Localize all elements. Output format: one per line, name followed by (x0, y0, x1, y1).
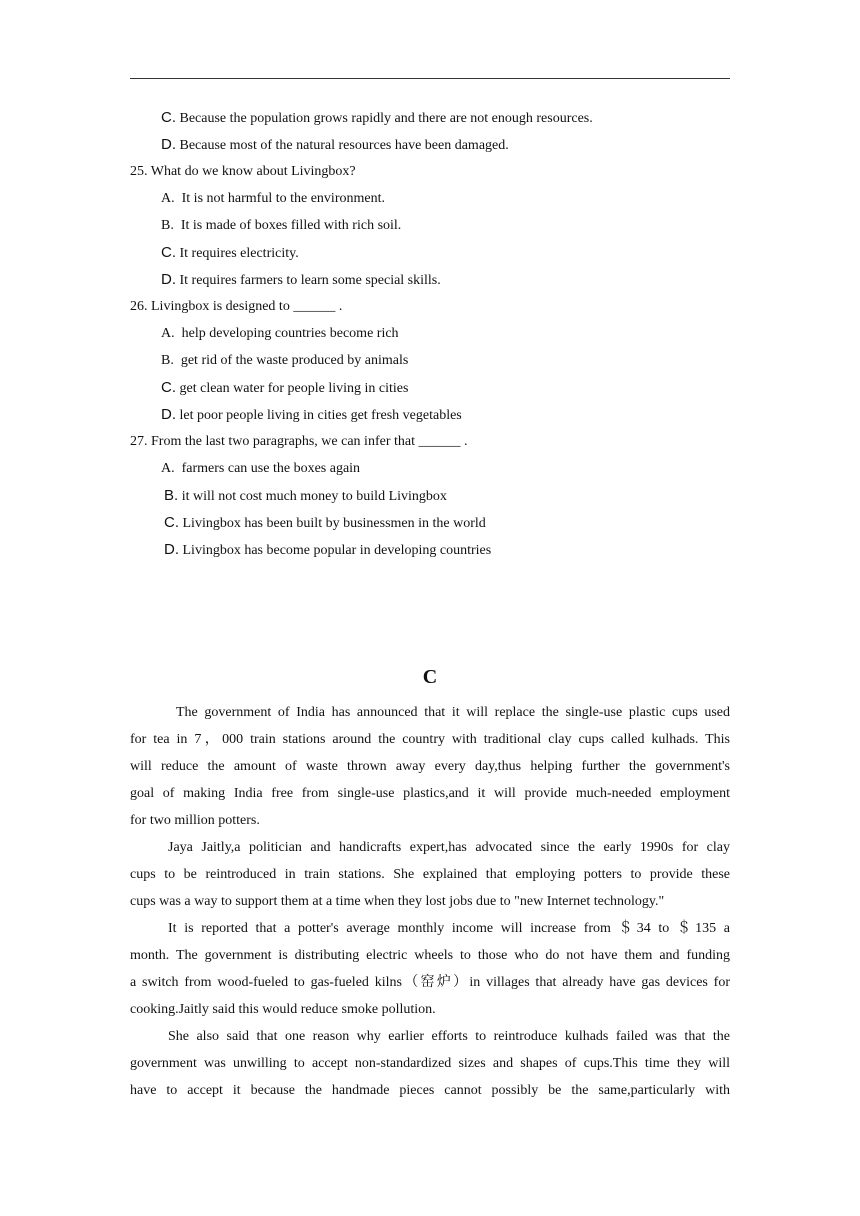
option-25-a[interactable] (161, 190, 385, 208)
paragraph-2-line: cups to be reintroduced in train stations. She explained that employing potters to provide these (130, 867, 730, 882)
paragraph-4-line: government was unwilling to accept non-standardized sizes and shapes of cups.This time they will (130, 1056, 730, 1071)
paragraph-3-line: a switch from wood-fueled to gas-fueled kilns（窑炉）in villages that already have gas devices for (130, 975, 730, 990)
paragraph-3-line: cooking.Jaitly said this would reduce smoke pollution. (130, 1002, 436, 1017)
paragraph-4-line: She also said that one reason why earlier efforts to reintroduce kulhads failed was that the (168, 1029, 730, 1044)
option-24-d[interactable] (161, 136, 509, 155)
option-letter: C. (161, 379, 176, 396)
option-letter: A. (161, 461, 175, 476)
option-text: get rid of the waste produced by animals (173, 353, 409, 368)
paragraph-1-line: for tea in 7，000 train stations around the country with traditional clay cups called kulhads. This (130, 732, 730, 747)
header-rule (130, 78, 730, 79)
option-26-b[interactable] (161, 352, 408, 370)
option-text: farmers can use the boxes again (174, 461, 361, 476)
option-text: Livingbox has become popular in developing countries (179, 543, 492, 558)
option-text: let poor people living in cities get fresh vegetables (176, 408, 462, 423)
option-25-d[interactable] (161, 271, 441, 290)
option-26-c[interactable] (161, 379, 408, 398)
paragraph-1-line: for two million potters. (130, 813, 260, 828)
option-text: get clean water for people living in cities (176, 381, 409, 396)
option-text: It requires farmers to learn some special skills. (176, 273, 441, 288)
option-26-a[interactable] (161, 325, 399, 343)
option-text: Because the population grows rapidly and there are not enough resources. (176, 111, 593, 126)
option-letter: B. (164, 487, 179, 504)
option-text: help developing countries become rich (174, 326, 399, 341)
option-text: it will not cost much money to build Livingbox (178, 489, 447, 504)
paragraph-3-line: month. The government is distributing electric wheels to those who do not have them and funding (130, 948, 730, 963)
option-letter: D. (161, 406, 176, 423)
option-27-b[interactable] (164, 487, 447, 506)
option-text: It is not harmful to the environment. (174, 191, 385, 206)
paragraph-1-line: The government of India has announced that it will replace the single-use plastic cups used (176, 705, 730, 720)
option-27-d[interactable] (164, 541, 491, 560)
option-letter: A. (161, 326, 175, 341)
paragraph-2-line: cups was a way to support them at a time when they lost jobs due to "new Internet technology." (130, 894, 665, 909)
option-letter: C. (161, 244, 176, 261)
option-letter: D. (161, 136, 176, 153)
paragraph-1-line: will reduce the amount of waste thrown away every day,thus helping further the government's (130, 759, 730, 774)
question-27: 27. From the last two paragraphs, we can infer that ______ . (130, 434, 468, 449)
option-25-b[interactable] (161, 217, 401, 235)
option-text: It is made of boxes filled with rich soil. (173, 218, 402, 233)
option-letter: D. (161, 271, 176, 288)
option-25-c[interactable] (161, 244, 299, 263)
option-letter: D. (164, 541, 179, 558)
option-27-c[interactable] (164, 514, 486, 533)
paragraph-1-line: goal of making India free from single-use plastics,and it will provide much-needed employment (130, 786, 730, 801)
question-25: 25. What do we know about Livingbox? (130, 164, 356, 179)
option-27-a[interactable] (161, 460, 360, 478)
option-text: Because most of the natural resources have been damaged. (176, 138, 509, 153)
paragraph-4-line: have to accept it because the handmade pieces cannot possibly be the same,particularly with (130, 1083, 730, 1098)
option-letter: A. (161, 191, 175, 206)
option-letter: B. (161, 218, 174, 233)
paragraph-3-line: It is reported that a potter's average monthly income will increase from ＄34 to ＄135 a (168, 921, 730, 936)
option-24-c[interactable] (161, 109, 593, 128)
option-text: It requires electricity. (176, 246, 299, 261)
option-letter: B. (161, 353, 174, 368)
question-26: 26. Livingbox is designed to ______ . (130, 299, 343, 314)
option-text: Livingbox has been built by businessmen in the world (179, 516, 486, 531)
option-letter: C. (164, 514, 179, 531)
paragraph-2-line: Jaya Jaitly,a politician and handicrafts expert,has advocated since the early 1990s for clay (168, 840, 730, 855)
option-26-d[interactable] (161, 406, 462, 425)
option-letter: C. (161, 109, 176, 126)
section-title: C (422, 666, 438, 688)
